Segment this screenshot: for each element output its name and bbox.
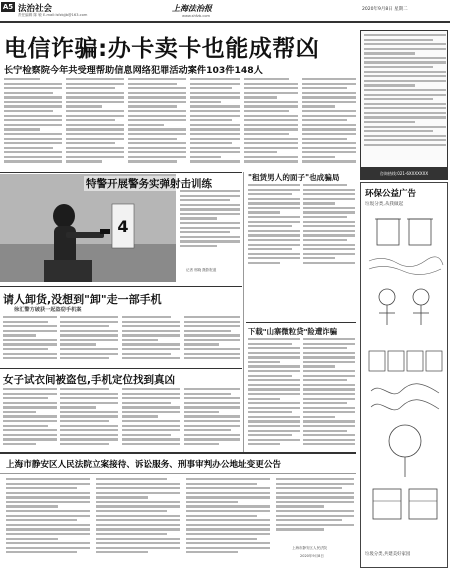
lead-subhead: 长宁检察院今年共受理帮助信息网络犯罪活动案件103件148人: [4, 65, 263, 76]
withdrawal-body-col-2: [60, 316, 118, 366]
lead-body-col-3: [128, 78, 186, 168]
notice-body-col-4: [276, 478, 354, 538]
app-body-col-1: [248, 338, 300, 450]
paper-name: 上海法治报: [172, 4, 212, 13]
lead-body-col-6: [302, 78, 356, 168]
girl-body-col-1: [3, 388, 57, 450]
ad-body: [364, 34, 446, 156]
notice-signature: 上海市静安区人民法院: [292, 546, 327, 550]
notice-date: 2020年9月8日: [300, 554, 324, 558]
sidebar-illustration: [363, 211, 447, 541]
withdrawal-body-col-1: [3, 316, 57, 366]
story-app-rule: [246, 322, 356, 323]
withdrawal-body-col-4: [184, 316, 240, 366]
notice-body-col-3: [186, 478, 270, 564]
page-number-badge: [1, 2, 15, 12]
masthead-rule: [0, 21, 450, 23]
rent-body-col-2: [303, 184, 355, 270]
girl-body-col-2: [60, 388, 118, 450]
target-number: 4: [117, 217, 129, 236]
notice-body-col-1: [6, 478, 90, 564]
app-headline: 下载"山寨微粒贷"险遭诈骗: [248, 327, 337, 336]
withdrawal-subhead: 徐汇警方破获一起盗窃手机案: [14, 307, 82, 313]
ad-hotline: 咨询热线:021-6XXXXXXX: [379, 171, 429, 176]
app-body-col-2: [303, 338, 355, 450]
photo-credit: 记者 邢晓 摄影报道: [186, 268, 217, 272]
notice-headline-rule: [0, 473, 356, 474]
girl-body-col-4: [184, 388, 240, 450]
paper-url: www.shfzb.com: [182, 14, 211, 18]
sidebar-caption-bottom: 垃圾分类,共建美好家园: [365, 552, 411, 557]
sidebar-caption-top: 垃圾分类,从我做起: [365, 202, 404, 207]
sidebar-env-ad: [360, 182, 448, 568]
ad-hotline-strip: [360, 168, 448, 180]
withdrawal-headline: 请人卸货,没想到"卸"走一部手机: [3, 293, 162, 306]
section-label: 法治社会: [18, 4, 53, 14]
notice-headline: 上海市静安区人民法院立案接待、诉讼服务、刑事审判办公地址变更公告: [6, 460, 282, 470]
notice-body-col-2: [96, 478, 180, 564]
notice-top-rule: [0, 452, 356, 454]
photo-top-rule: [0, 172, 242, 173]
lead-body-col-1: [4, 78, 62, 168]
photo-caption: [180, 190, 240, 262]
lead-body-col-2: [66, 78, 124, 168]
girl-headline: 女子试衣间被盗包,手机定位找到真凶: [3, 374, 175, 386]
sidebar-title: 环保公益广告: [365, 189, 417, 199]
lead-body-col-4: [190, 78, 240, 168]
rent-body-col-1: [248, 184, 300, 270]
girl-body-col-3: [122, 388, 180, 450]
editor-line: 责任编辑 陈 敏 E-mail:lsfzbjjb@163.com: [18, 13, 88, 17]
issue-date: 2020年9月8日 星期二: [362, 7, 408, 12]
withdrawal-body-col-3: [122, 316, 180, 366]
page-number: A5: [2, 3, 14, 11]
column-divider: [243, 172, 244, 452]
story-girl-rule: [0, 368, 242, 369]
lead-headline: 电信诈骗:办卡卖卡也能成帮凶: [4, 36, 320, 62]
photo-title: 特警开展警务实弹射击训练: [86, 178, 212, 190]
rent-headline: "租赁男人的面子"也成骗局: [248, 173, 340, 182]
masthead: [0, 0, 450, 22]
lead-body-col-5: [244, 78, 298, 168]
ad-box: [360, 30, 448, 168]
story-withdrawal-rule: [0, 286, 242, 287]
